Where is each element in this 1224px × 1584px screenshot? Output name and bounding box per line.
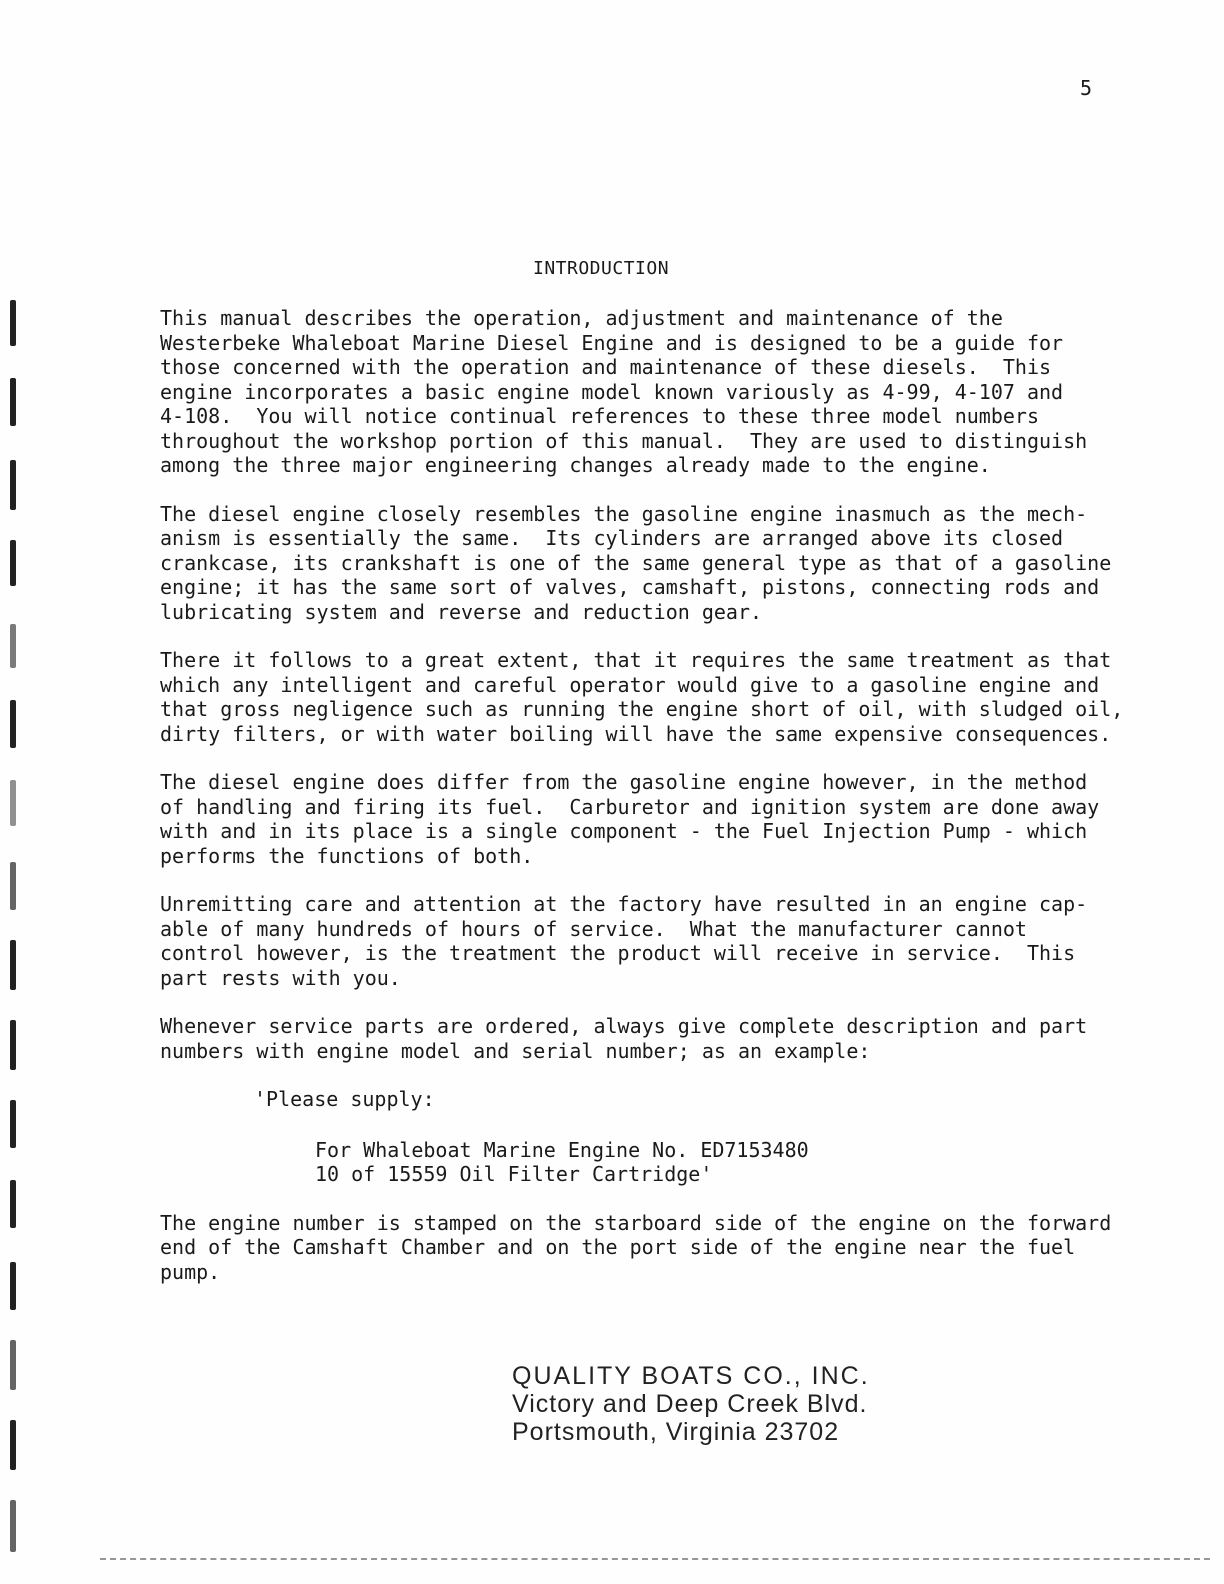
paragraph-line: of handling and firing its fuel. Carburetor and ignition system are done away [160,794,1100,819]
page-title: INTRODUCTION [533,258,670,279]
binding-mark [10,1100,16,1148]
page-bottom-edge [100,1558,1210,1562]
paragraph-line: pump. [160,1259,221,1284]
paragraph-line: Unremitting care and attention at the factory have resulted in an engine cap- [160,892,1088,916]
paragraph-line: crankcase, its crankshaft is one of the same general type as that of a gasoline [160,550,1112,575]
paragraph-line: There it follows to a great extent, that it requires the same treatment as that [160,648,1112,672]
paragraph-line: engine incorporates a basic engine model known variously as 4-99, 4-107 and [160,379,1064,404]
stamp-company: QUALITY BOATS CO., INC. [512,1362,870,1390]
binding-holes [0,0,40,1584]
paragraph-line: which any intelligent and careful operator would give to a gasoline engine and [160,672,1100,697]
paragraph-line: Whenever service parts are ordered, always give complete description and part [160,1014,1088,1038]
paragraph-line: able of many hundreds of hours of service. What the manufacturer cannot [160,916,1027,941]
binding-mark [10,862,16,910]
paragraph-line: those concerned with the operation and maintenance of these diesels. This [160,355,1052,379]
paragraph-line: with and in its place is a single component - the Fuel Injection Pump - which [160,819,1088,843]
binding-mark [10,1180,16,1228]
paragraph-line: dirty filters, or with water boiling will have the same expensive consequences. [160,721,1112,746]
paragraph [160,502,1120,625]
paragraph-line: Westerbeke Whaleboat Marine Diesel Engine and is designed to be a guide for [160,330,1064,355]
document-body [160,306,1124,1308]
paragraph-line: The diesel engine does differ from the gasoline engine however, in the method [160,770,1088,794]
paragraph-line: engine; it has the same sort of valves, camshaft, pistons, connecting rods and [160,575,1100,599]
paragraph [160,648,1124,746]
binding-mark [10,940,16,990]
stamp-street: Victory and Deep Creek Blvd. [512,1390,868,1418]
paragraph-line: performs the functions of both. [160,843,534,868]
paragraph-list [160,306,1124,1063]
paragraph [160,306,1120,478]
paragraph-line: anism is essentially the same. Its cylinders are arranged above its closed [160,526,1064,550]
binding-mark [10,378,16,426]
paragraph [160,892,1120,990]
binding-mark [10,1340,16,1390]
closing-paragraph [160,1211,1120,1285]
company-stamp [512,1362,870,1446]
paragraph-line: control however, is the treatment the product will receive in service. This [160,941,1076,965]
paragraph-line: end of the Camshaft Chamber and on the port side of the engine near the fuel [160,1235,1076,1259]
paragraph-line: The diesel engine closely resembles the gasoline engine inasmuch as the mech- [160,501,1088,526]
example-detail-line: 10 of 15559 Oil Filter Cartridge' [315,1162,713,1186]
binding-mark [10,460,16,510]
binding-mark [10,624,16,668]
binding-mark [10,780,16,826]
paragraph [160,770,1120,868]
binding-mark [10,540,16,586]
paragraph-line: 4-108. You will notice continual references to these three model numbers [160,404,1039,428]
paragraph-line: lubricating system and reverse and reduction gear. [160,599,763,624]
paragraph [160,1014,1120,1063]
paragraph-line: part rests with you. [160,965,401,990]
binding-mark [10,700,16,748]
page-number: 5 [1080,76,1093,100]
binding-mark [10,1420,16,1470]
example-detail-line: For Whaleboat Marine Engine No. ED7153480 [315,1137,809,1162]
binding-mark [10,1500,16,1552]
binding-mark [10,1262,16,1310]
paragraph-line: throughout the workshop portion of this manual. They are used to distinguish [160,428,1088,453]
paragraph-line: The engine number is stamped on the starboard side of the engine on the forward [160,1210,1112,1235]
paragraph-line: among the three major engineering changes already made to the engine. [160,453,991,477]
stamp-city: Portsmouth, Virginia 23702 [512,1418,840,1446]
binding-mark [10,1020,16,1070]
example-intro: 'Please supply: [254,1087,435,1111]
binding-mark [10,300,16,346]
paragraph-line: that gross negligence such as running the engine short of oil, with sludged oil, [160,697,1124,721]
paragraph-line: This manual describes the operation, adjustment and maintenance of the [160,306,1003,330]
paragraph-line: numbers with engine model and serial number; as an example: [160,1038,871,1063]
order-example [160,1087,1120,1187]
